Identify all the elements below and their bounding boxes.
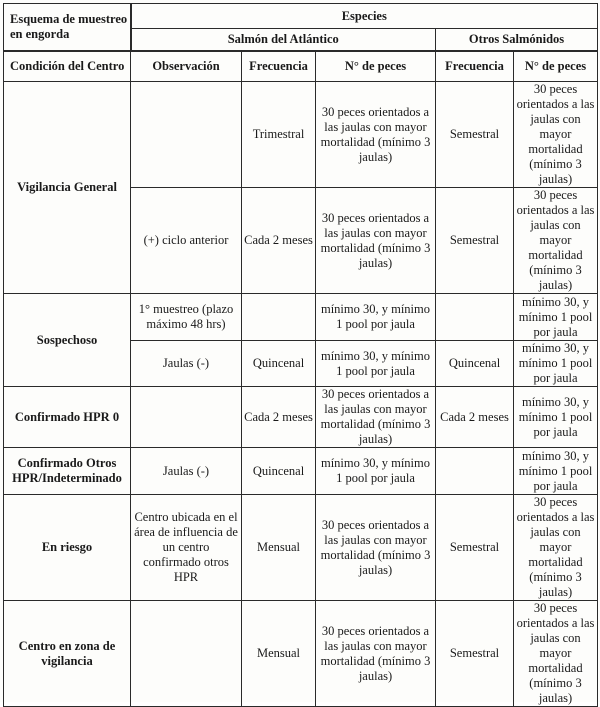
observation-cell <box>131 387 242 448</box>
frequency-other-cell: Semestral <box>436 188 514 294</box>
fish-count-other-cell: 30 peces orientados a las jaulas con mayor mortalidad (mínimo 3 jaulas) <box>514 82 598 188</box>
table-row <box>4 448 598 495</box>
fish-count-other-cell: mínimo 30, y mínimo 1 pool por jaula <box>514 294 598 341</box>
table-row <box>4 495 598 601</box>
condition-cell: Confirmado Otros HPR/Indeterminado <box>4 448 131 495</box>
table-row <box>4 387 598 448</box>
sampling-table <box>3 3 598 707</box>
frequency-other-cell: Semestral <box>436 601 514 707</box>
fish-count-atlantic-cell: 30 peces orientados a las jaulas con mayor mortalidad (mínimo 3 jaulas) <box>316 387 436 448</box>
header-frequency-atlantic: Frecuencia <box>242 51 316 82</box>
header-scheme: Esquema de muestreo en engorda <box>4 4 131 51</box>
fish-count-atlantic-cell: mínimo 30, y mínimo 1 pool por jaula <box>316 294 436 341</box>
table-row <box>4 82 598 188</box>
header-atlantic-salmon: Salmón del Atlántico <box>131 29 436 51</box>
condition-cell: En riesgo <box>4 495 131 601</box>
frequency-atlantic-cell: Mensual <box>242 495 316 601</box>
header-condition: Condición del Centro <box>4 51 131 82</box>
frequency-other-cell <box>436 448 514 495</box>
condition-cell: Sospechoso <box>4 294 131 387</box>
observation-cell: Jaulas (-) <box>131 341 242 387</box>
table-row <box>4 294 598 341</box>
fish-count-atlantic-cell: 30 peces orientados a las jaulas con mayor mortalidad (mínimo 3 jaulas) <box>316 188 436 294</box>
frequency-atlantic-cell: Trimestral <box>242 82 316 188</box>
fish-count-other-cell: 30 peces orientados a las jaulas con mayor mortalidad (mínimo 3 jaulas) <box>514 188 598 294</box>
header-fish-count-other: N° de peces <box>514 51 598 82</box>
fish-count-atlantic-cell: mínimo 30, y mínimo 1 pool por jaula <box>316 341 436 387</box>
fish-count-atlantic-cell: 30 peces orientados a las jaulas con mayor mortalidad (mínimo 3 jaulas) <box>316 82 436 188</box>
observation-cell <box>131 601 242 707</box>
fish-count-atlantic-cell: 30 peces orientados a las jaulas con mayor mortalidad (mínimo 3 jaulas) <box>316 601 436 707</box>
fish-count-atlantic-cell: 30 peces orientados a las jaulas con mayor mortalidad (mínimo 3 jaulas) <box>316 495 436 601</box>
fish-count-atlantic-cell: mínimo 30, y mínimo 1 pool por jaula <box>316 448 436 495</box>
observation-cell: 1° muestreo (plazo máximo 48 hrs) <box>131 294 242 341</box>
header-species: Especies <box>131 4 598 29</box>
condition-cell: Confirmado HPR 0 <box>4 387 131 448</box>
frequency-other-cell: Cada 2 meses <box>436 387 514 448</box>
header-fish-count-atlantic: N° de peces <box>316 51 436 82</box>
header-observation: Observación <box>131 51 242 82</box>
observation-cell: Jaulas (-) <box>131 448 242 495</box>
frequency-other-cell: Semestral <box>436 82 514 188</box>
frequency-atlantic-cell: Cada 2 meses <box>242 188 316 294</box>
header-frequency-other: Frecuencia <box>436 51 514 82</box>
frequency-atlantic-cell: Quincenal <box>242 448 316 495</box>
table-row <box>4 601 598 707</box>
header-other-salmonids: Otros Salmónidos <box>436 29 598 51</box>
frequency-atlantic-cell: Quincenal <box>242 341 316 387</box>
fish-count-other-cell: mínimo 30, y mínimo 1 pool por jaula <box>514 448 598 495</box>
fish-count-other-cell: mínimo 30, y mínimo 1 pool por jaula <box>514 387 598 448</box>
frequency-atlantic-cell <box>242 294 316 341</box>
observation-cell <box>131 82 242 188</box>
condition-cell: Centro en zona de vigilancia <box>4 601 131 707</box>
observation-cell: Centro ubicada en el área de influencia de un centro confirmado otros HPR <box>131 495 242 601</box>
fish-count-other-cell: 30 peces orientados a las jaulas con mayor mortalidad (mínimo 3 jaulas) <box>514 601 598 707</box>
frequency-atlantic-cell: Mensual <box>242 601 316 707</box>
condition-cell: Vigilancia General <box>4 82 131 294</box>
observation-cell: (+) ciclo anterior <box>131 188 242 294</box>
fish-count-other-cell: 30 peces orientados a las jaulas con mayor mortalidad (mínimo 3 jaulas) <box>514 495 598 601</box>
frequency-other-cell: Quincenal <box>436 341 514 387</box>
frequency-other-cell <box>436 294 514 341</box>
frequency-other-cell: Semestral <box>436 495 514 601</box>
frequency-atlantic-cell: Cada 2 meses <box>242 387 316 448</box>
fish-count-other-cell: mínimo 30, y mínimo 1 pool por jaula <box>514 341 598 387</box>
